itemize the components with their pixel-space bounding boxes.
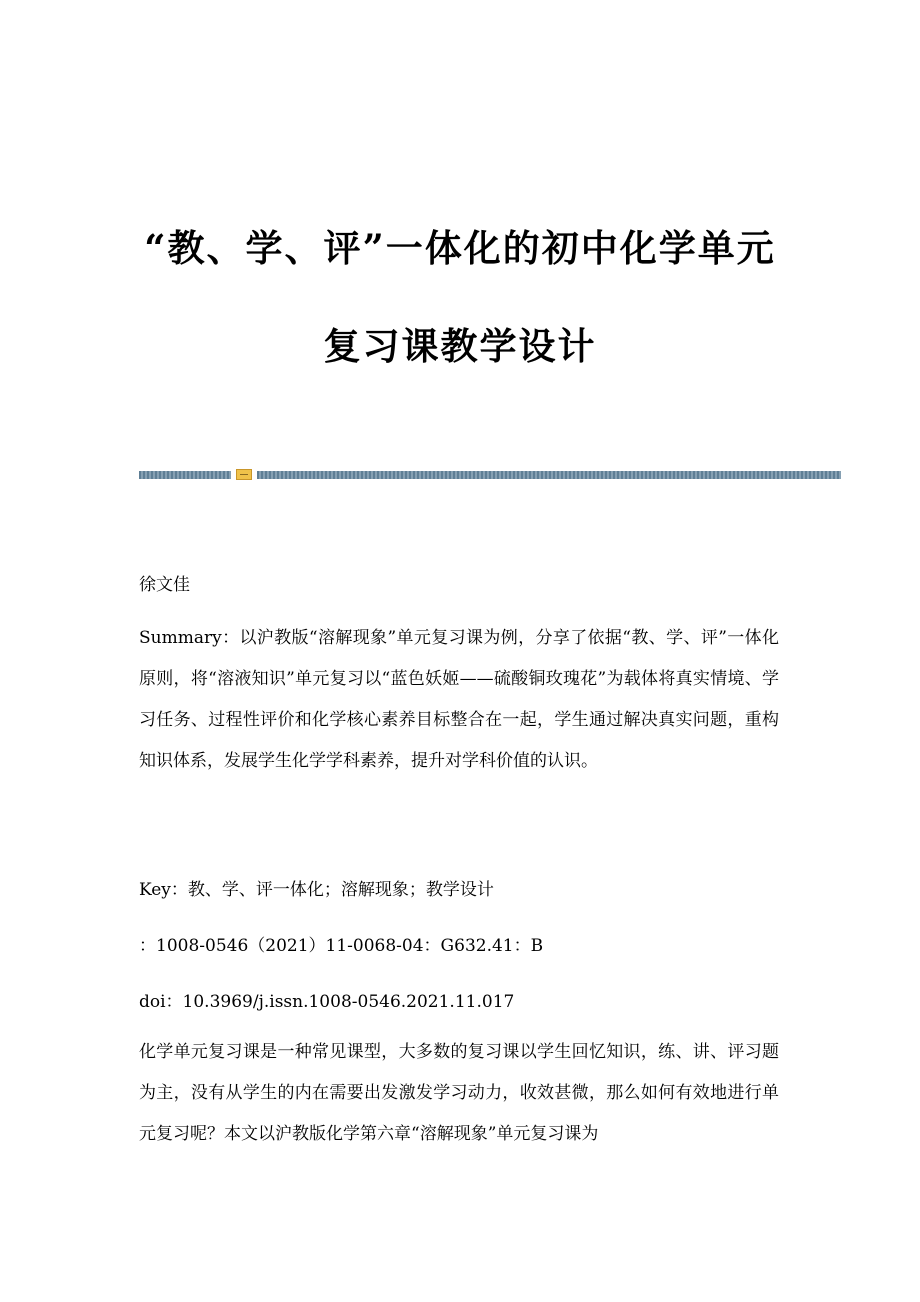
document-title-line-1: “教、学、评”一体化的初中化学单元: [144, 226, 776, 270]
divider-ornament-icon: [236, 469, 252, 480]
title-divider-right: [257, 471, 841, 479]
document-title-line-2: 复习课教学设计: [323, 324, 597, 368]
keywords-line: Key：教、学、评一体化；溶解现象；教学设计: [139, 880, 494, 900]
title-divider-left: [139, 471, 231, 479]
author-name: 徐文佳: [139, 575, 190, 595]
body-paragraph: 化学单元复习课是一种常见课型，大多数的复习课以学生回忆知识，练、讲、评习题为主，没有从学生的内在需要出发激发学习动力，收效甚微，那么如何有效地进行单元复习呢？本文以沪教版化学第六章“溶解现象”单元复习课为: [139, 1042, 779, 1144]
doi-line: doi：10.3969/j.issn.1008-0546.2021.11.017: [139, 992, 515, 1012]
classification-line: ：1008-0546（2021）11-0068-04：G632.41：B: [139, 936, 544, 956]
summary-paragraph: Summary：以沪教版“溶解现象”单元复习课为例，分享了依据“教、学、评”一体化原则，将“溶液知识”单元复习以“蓝色妖姬——硫酸铜玫瑰花”为载体将真实情境、学习任务、过程性评价和化学核心素养目标整合在一起，学生通过解决真实问题，重构知识体系，发展学生化学学科素养，提升对学科价值的认识。: [139, 628, 779, 771]
